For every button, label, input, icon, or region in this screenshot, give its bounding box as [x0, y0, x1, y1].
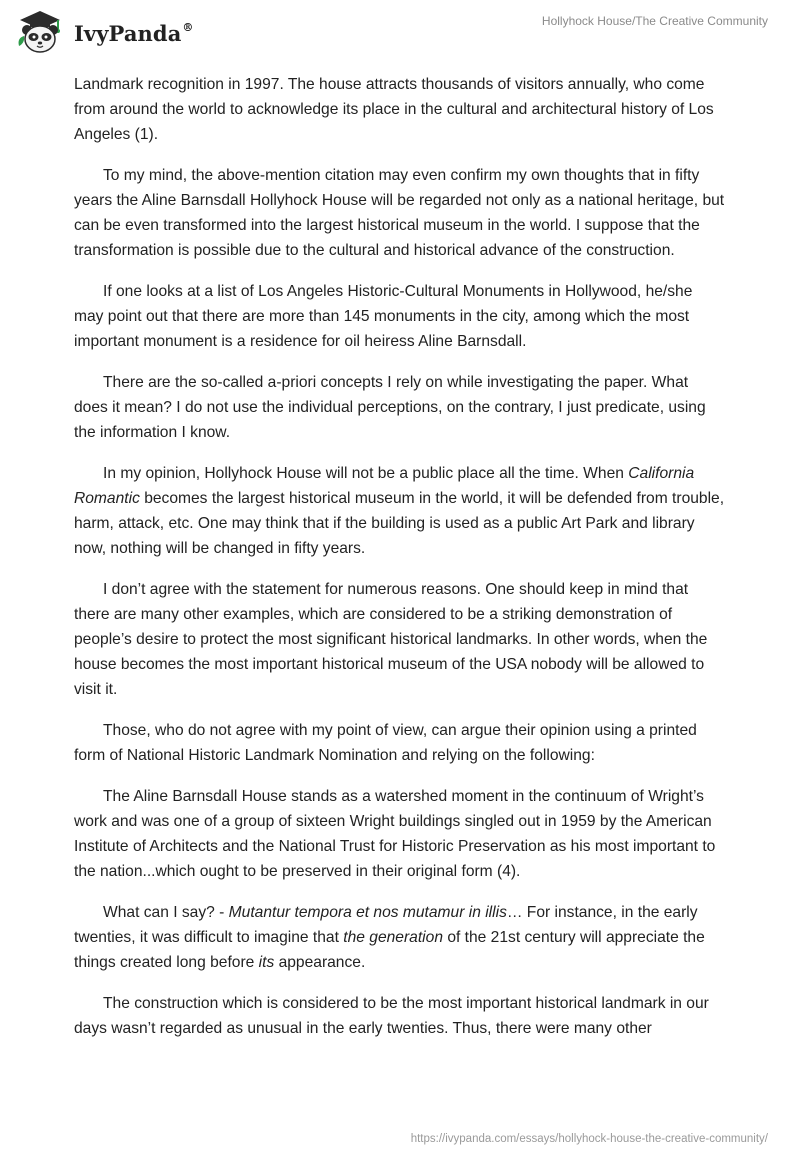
paragraph-2: To my mind, the above-mention citation may even confirm my own thoughts that in fifty years the Aline Barnsdall Hollyhock House will be regarded not only as a national heritage, but can be even transformed into the largest historical museum in the world. I suppose that the transformation is possible due to the cultural and historical advance of the construction.	[74, 167, 725, 259]
paragraph-9-text-a: What can I say? -	[103, 904, 229, 921]
paragraph-6: I don’t agree with the statement for numerous reasons. One should keep in mind that there are many other examples, which are considered to be a striking demonstration of people’s desire to protect the most significant historical landmarks. In other words, when the house becomes the most important historical museum of the USA nobody will be allowed to visit it.	[74, 581, 708, 698]
paragraph-1: Landmark recognition in 1997. The house attracts thousands of visitors annually, who come from around the world to acknowledge its place in the cultural and architectural history of Los Angeles (1).	[74, 76, 714, 143]
page-header	[0, 0, 800, 64]
brand-name	[74, 21, 194, 46]
paragraph-9-italic-generation: the generation	[343, 929, 443, 946]
paragraph-5-italic-title: California Romantic	[74, 465, 695, 507]
brand-name-text: IvyPanda	[74, 20, 182, 46]
source-url[interactable]: https://ivypanda.com/essays/hollyhock-house-the-creative-community/	[410, 1133, 768, 1145]
panda-graduate-logo-icon	[14, 8, 66, 56]
essay-body	[74, 72, 726, 1041]
paragraph-10: The construction which is considered to be the most important historical landmark in our days wasn’t regarded as unusual in the early twenties. Thus, there were many other	[74, 995, 709, 1037]
paragraph-9-italic-its: its	[258, 954, 275, 971]
running-title: Hollyhock House/The Creative Community	[541, 14, 768, 28]
paragraph-5-text-a: In my opinion, Hollyhock House will not be a public place all the time. When	[103, 465, 629, 482]
paragraph-5-text-b: becomes the largest historical museum in the world, it will be defended from trouble, harm, attack, etc. One may think that if the building is used as a public Art Park and library now, nothing will be changed in fifty years.	[74, 490, 725, 557]
paragraph-9-text-d: appearance.	[274, 954, 366, 971]
registered-mark: ®	[182, 20, 194, 34]
brand-logo[interactable]	[14, 8, 194, 56]
paragraph-9-text-b: … For instance, in the early twenties, it was difficult to imagine that	[74, 904, 698, 946]
paragraph-7: Those, who do not agree with my point of view, can argue their opinion using a printed form of National Historic Landmark Nomination and relying on the following:	[74, 722, 697, 764]
paragraph-9	[74, 900, 726, 975]
paragraph-3: If one looks at a list of Los Angeles Historic-Cultural Monuments in Hollywood, he/she may point out that there are more than 145 monuments in the city, among which the most important monument is a residence for oil heiress Aline Barnsdall.	[74, 283, 693, 350]
paragraph-8-quotation: The Aline Barnsdall House stands as a watershed moment in the continuum of Wright’s work and was one of a group of sixteen Wright buildings singled out in 1959 by the American Institute of Architects and the National Trust for Historic Preservation as his most important to the nation...which ought to be preserved in their original form (4).	[74, 788, 716, 880]
paragraph-9-latin-phrase: Mutantur tempora et nos mutamur in illis	[228, 904, 507, 921]
paragraph-9-text-c: of the 21st century will appreciate the things created long before	[74, 929, 705, 971]
paragraph-4: There are the so-called a-priori concepts I rely on while investigating the paper. What does it mean? I do not use the individual perceptions, on the contrary, I just predicate, using the information I know.	[74, 374, 706, 441]
paragraph-5	[74, 461, 726, 561]
